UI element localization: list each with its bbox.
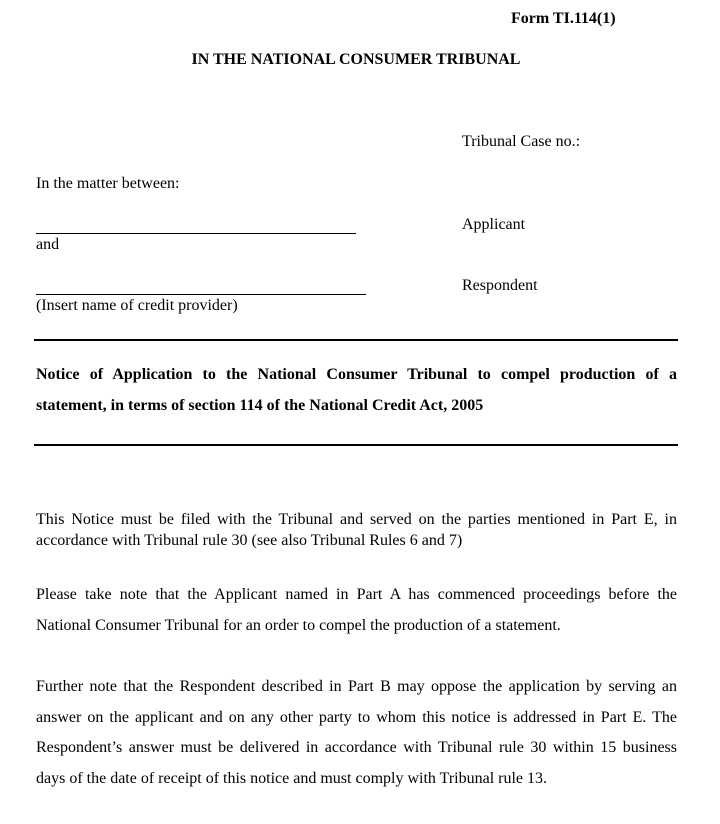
case-number-label: Tribunal Case no.: xyxy=(462,133,581,150)
form-number: Form TI.114(1) xyxy=(511,10,616,27)
applicant-label: Applicant xyxy=(462,216,526,233)
tribunal-heading: IN THE NATIONAL CONSUMER TRIBUNAL xyxy=(191,51,521,68)
respondent-name-line[interactable] xyxy=(36,294,366,295)
notice-title: Notice of Application to the National Consumer Tribunal to compel production of a statement, in terms of section 114 of the National Credit Act, 2005 xyxy=(36,366,677,414)
paragraph-proceedings: Please take note that the Applicant named in Part A has commenced proceedings before the National Consumer Tribunal for an order to compel the production of a statement. xyxy=(36,586,677,634)
paragraph-filing: This Notice must be filed with the Tribunal and served on the parties mentioned in Part E, in accordance with Tribunal rule 30 (see also Tribunal Rules 6 and 7) xyxy=(36,511,677,549)
respondent-label: Respondent xyxy=(462,277,538,294)
conjunction-and: and xyxy=(36,236,60,253)
matter-label: In the matter between: xyxy=(36,175,180,192)
paragraph-opposition: Further note that the Respondent described in Part B may oppose the application by serving an answer on the applicant and on any other party to whom this notice is addressed in Part E. The Respondent’s answer must be delivered in accordance with Tribunal rule 30 within 15 business days of the date of receipt of this notice and must comply with Tribunal rule 13. xyxy=(36,678,677,787)
credit-provider-hint: (Insert name of credit provider) xyxy=(36,297,238,314)
divider-top xyxy=(34,339,678,341)
divider-bottom xyxy=(34,444,678,446)
applicant-name-line[interactable] xyxy=(36,233,356,234)
